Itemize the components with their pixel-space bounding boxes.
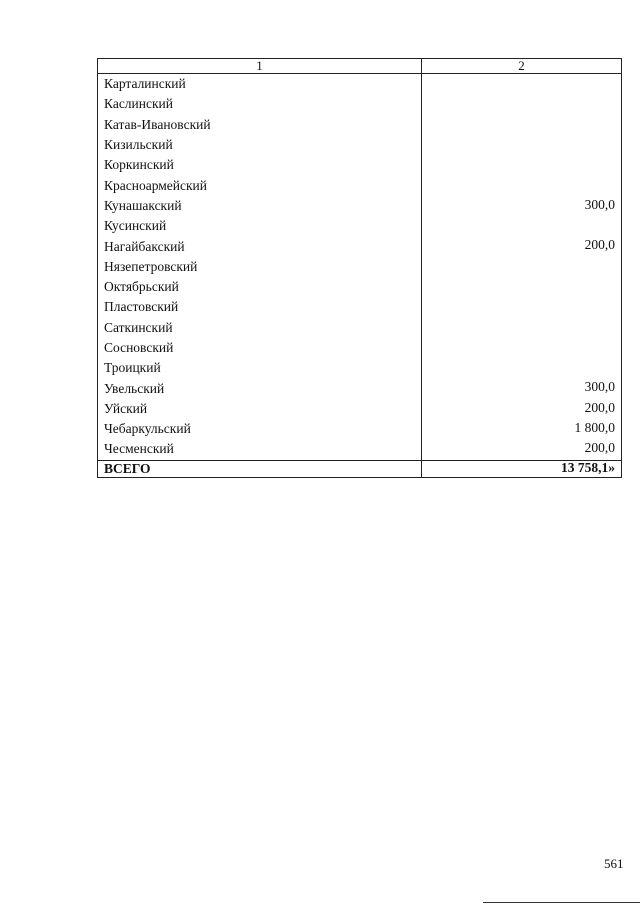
table-row bbox=[98, 378, 622, 398]
table-row bbox=[98, 216, 622, 236]
table-row bbox=[98, 277, 622, 297]
footer-rule bbox=[483, 902, 640, 903]
district-name: Чебаркульский bbox=[98, 419, 422, 439]
column-header-1: 1 bbox=[98, 59, 422, 74]
district-value: 200,0 bbox=[422, 399, 622, 419]
district-table bbox=[97, 58, 622, 478]
table-row bbox=[98, 175, 622, 195]
table-row bbox=[98, 318, 622, 338]
district-name: Кусинский bbox=[98, 216, 422, 236]
district-value bbox=[422, 115, 622, 135]
total-row bbox=[98, 460, 622, 477]
district-value bbox=[422, 175, 622, 195]
total-label: ВСЕГО bbox=[98, 460, 422, 477]
district-name: Катав-Ивановский bbox=[98, 115, 422, 135]
district-value: 300,0 bbox=[422, 378, 622, 398]
column-header-2: 2 bbox=[422, 59, 622, 74]
page-number: 561 bbox=[604, 856, 624, 871]
total-value: 13 758,1» bbox=[422, 460, 622, 477]
district-name: Нязепетровский bbox=[98, 257, 422, 277]
district-name: Каслинский bbox=[98, 94, 422, 114]
district-value: 200,0 bbox=[422, 439, 622, 460]
district-name: Карталинский bbox=[98, 74, 422, 95]
table-body bbox=[98, 74, 622, 478]
table-row bbox=[98, 257, 622, 277]
district-name: Уйский bbox=[98, 399, 422, 419]
district-value bbox=[422, 297, 622, 317]
district-name: Кунашакский bbox=[98, 196, 422, 216]
district-value bbox=[422, 338, 622, 358]
table-row bbox=[98, 196, 622, 216]
district-value bbox=[422, 94, 622, 114]
district-name: Саткинский bbox=[98, 318, 422, 338]
district-name: Кизильский bbox=[98, 135, 422, 155]
district-value: 300,0 bbox=[422, 196, 622, 216]
table-row bbox=[98, 419, 622, 439]
table-header-row bbox=[98, 59, 622, 74]
table-row bbox=[98, 115, 622, 135]
table-row bbox=[98, 338, 622, 358]
district-value bbox=[422, 216, 622, 236]
table-row bbox=[98, 439, 622, 460]
district-value: 1 800,0 bbox=[422, 419, 622, 439]
district-value bbox=[422, 155, 622, 175]
district-name: Нагайбакский bbox=[98, 236, 422, 256]
district-name: Троицкий bbox=[98, 358, 422, 378]
district-value: 200,0 bbox=[422, 236, 622, 256]
district-value bbox=[422, 257, 622, 277]
table-row bbox=[98, 297, 622, 317]
district-value bbox=[422, 358, 622, 378]
district-name: Коркинский bbox=[98, 155, 422, 175]
table-row bbox=[98, 74, 622, 95]
table-row bbox=[98, 399, 622, 419]
table-row bbox=[98, 155, 622, 175]
district-value bbox=[422, 277, 622, 297]
district-value bbox=[422, 318, 622, 338]
district-value bbox=[422, 74, 622, 95]
table-row bbox=[98, 94, 622, 114]
table-row bbox=[98, 135, 622, 155]
district-name: Чесменский bbox=[98, 439, 422, 460]
district-name: Октябрьский bbox=[98, 277, 422, 297]
district-name: Увельский bbox=[98, 378, 422, 398]
district-name: Пластовский bbox=[98, 297, 422, 317]
table-row bbox=[98, 358, 622, 378]
district-name: Красноармейский bbox=[98, 175, 422, 195]
district-value bbox=[422, 135, 622, 155]
table-row bbox=[98, 236, 622, 256]
district-name: Сосновский bbox=[98, 338, 422, 358]
